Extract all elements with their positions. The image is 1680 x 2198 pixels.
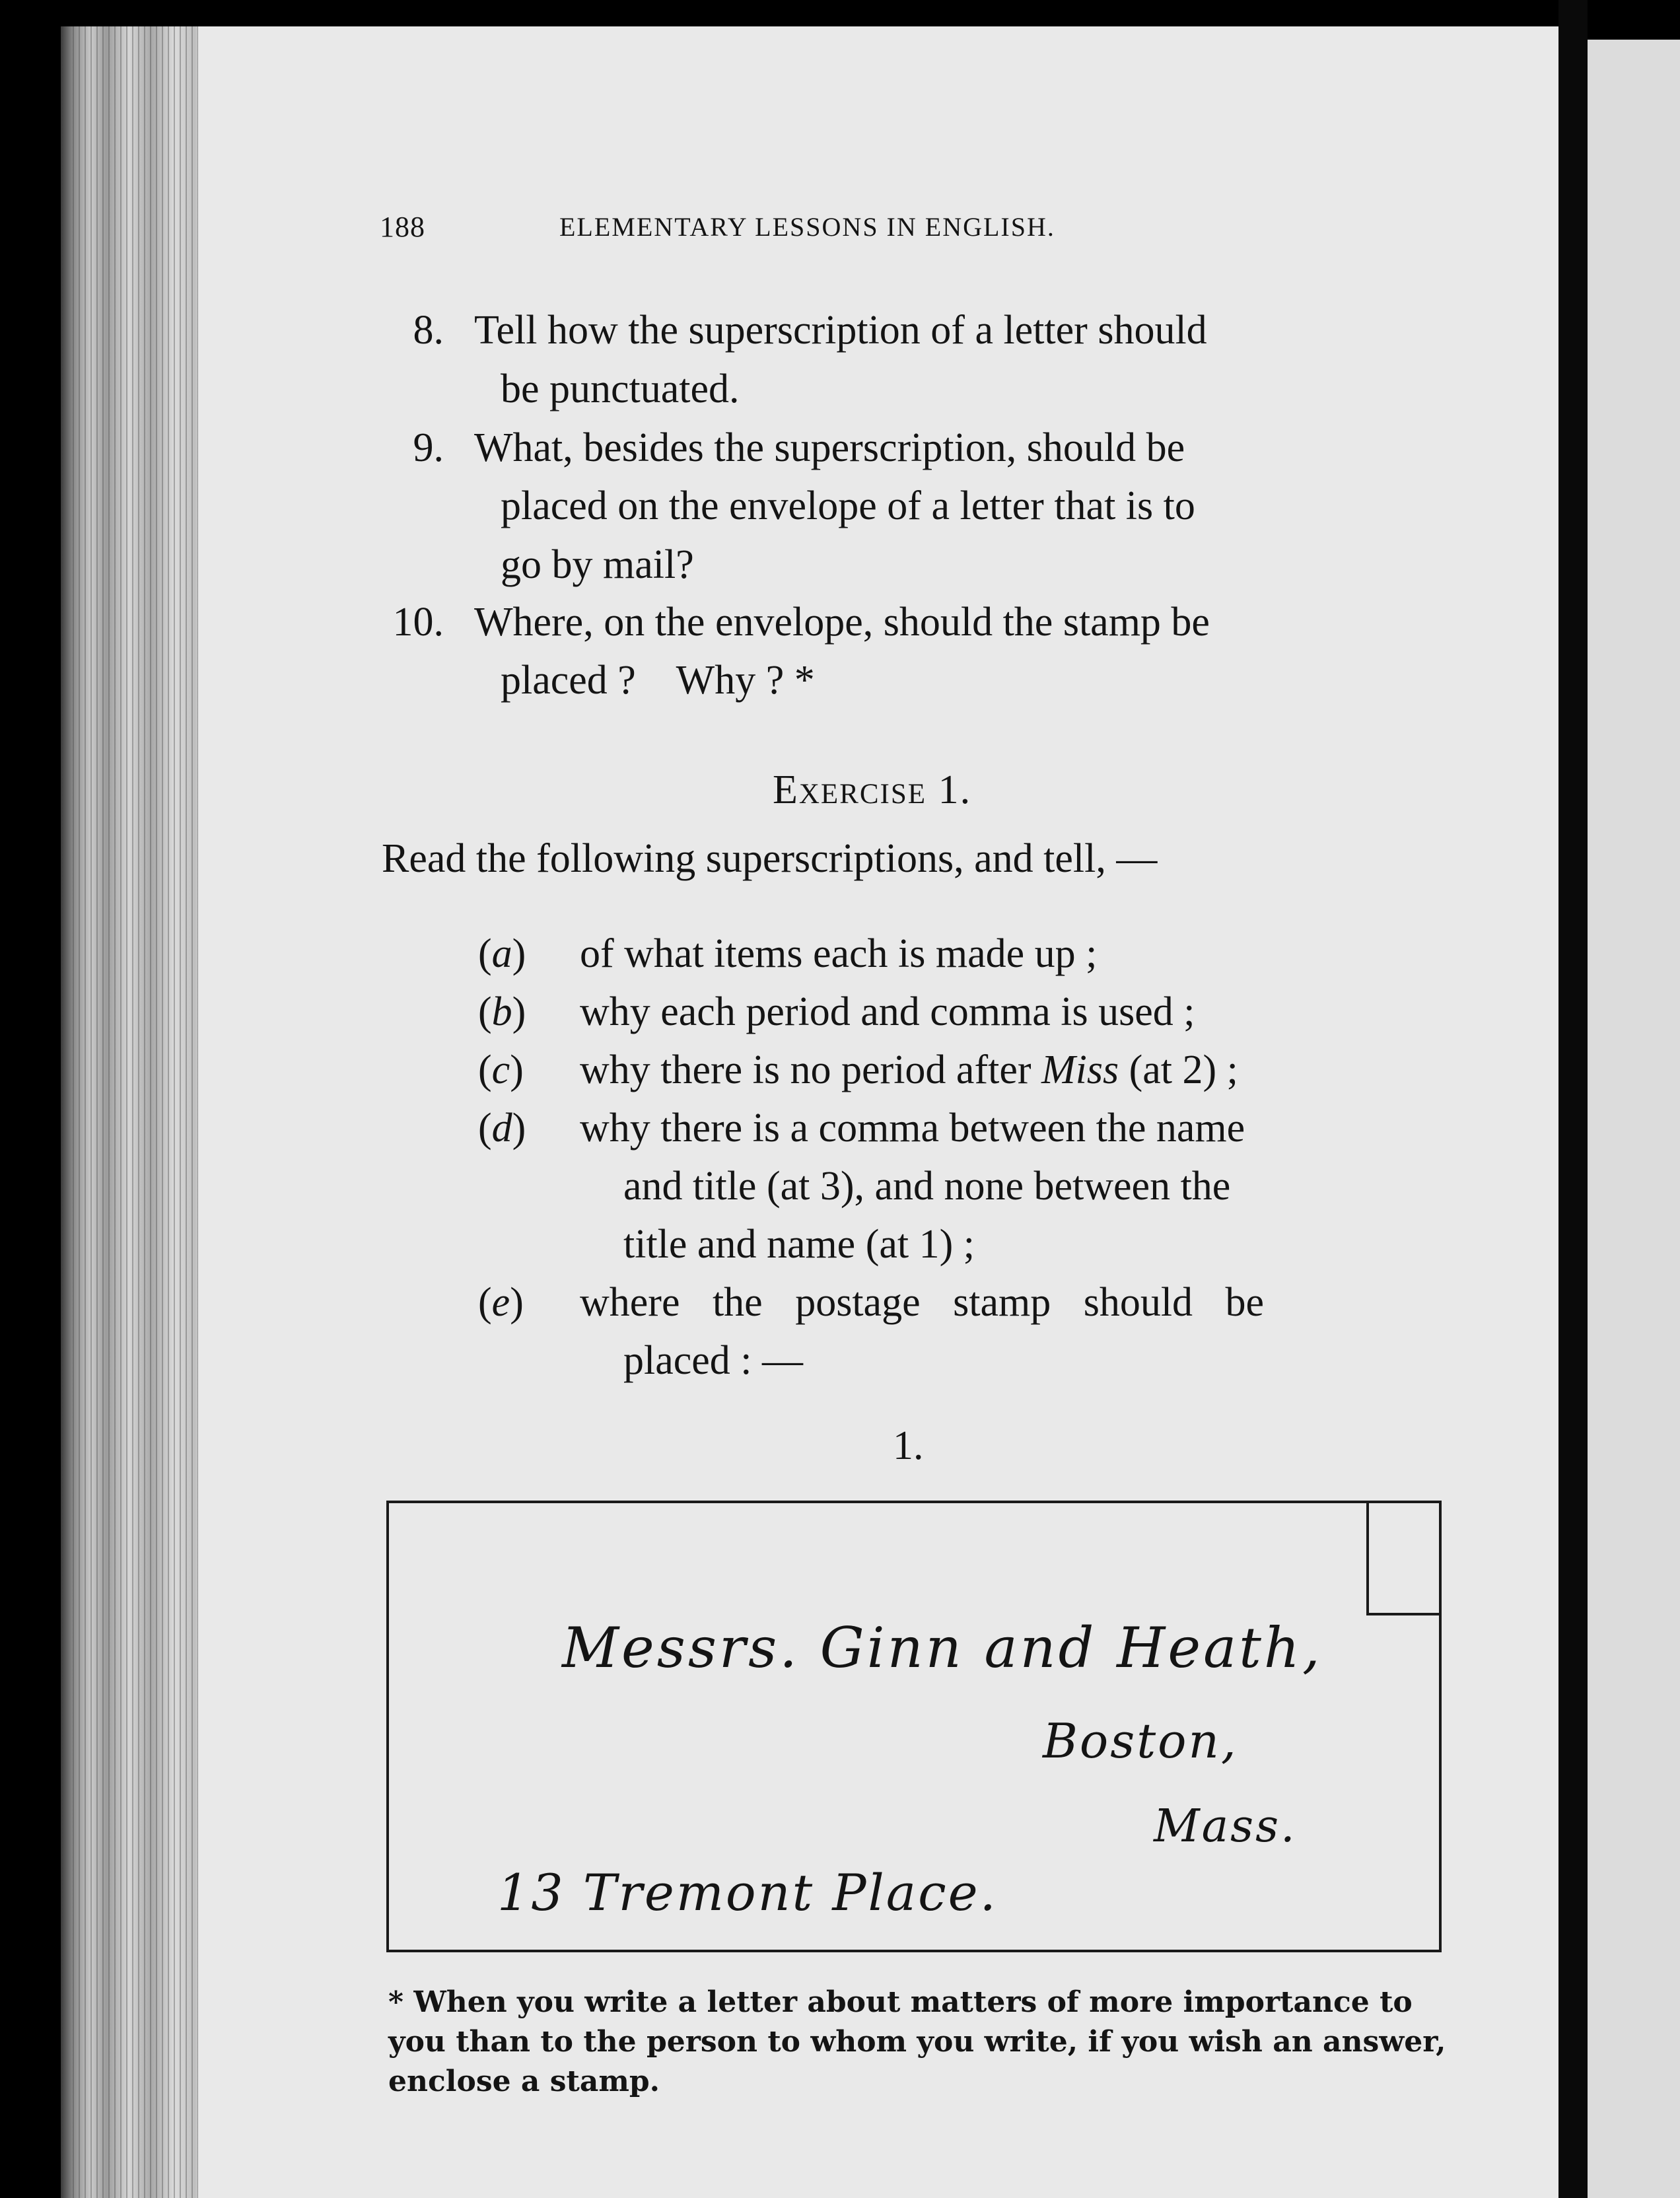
question-line: placed ? Why ? * [501, 658, 815, 703]
item-label: (b) [478, 989, 526, 1034]
envelope-illustration [386, 1501, 1442, 1952]
item-line: why there is no period after Miss (at 2) ; [580, 1047, 1238, 1092]
question-line: Tell how the superscription of a letter should [474, 308, 1207, 353]
question-line: go by mail? [501, 542, 694, 587]
question-number: 10. [392, 600, 444, 645]
footnote-line: enclose a stamp. [388, 2065, 660, 2098]
running-title: ELEMENTARY LESSONS IN ENGLISH. [559, 212, 1055, 242]
item-line: placed : — [623, 1338, 804, 1383]
item-label: (c) [478, 1047, 524, 1092]
miss-word: Miss [1041, 1047, 1119, 1092]
figure-number: 1. [893, 1423, 924, 1468]
exercise-title [773, 761, 971, 819]
question-number: 8. [413, 308, 444, 353]
envelope-city: Boston, [1043, 1713, 1238, 1769]
envelope-state: Mass. [1154, 1800, 1297, 1853]
question-line: placed on the envelope of a letter that is to [501, 483, 1195, 528]
exercise-title-word: Exercise [773, 767, 927, 812]
item-line: why each period and comma is used ; [580, 989, 1195, 1034]
question-line: Where, on the envelope, should the stamp be [474, 600, 1210, 645]
book-page-edge-lines [73, 26, 205, 2198]
envelope-street: 13 Tremont Place. [497, 1863, 998, 1922]
running-head [380, 210, 1258, 250]
item-label: (a) [478, 931, 526, 976]
item-line: why there is a comma between the name [580, 1106, 1245, 1151]
facing-page-edge [1588, 40, 1680, 2198]
item-label: (e) [478, 1280, 524, 1325]
footnote-line: you than to the person to whom you write, if you wish an answer, [388, 2025, 1446, 2059]
page-number: 188 [380, 211, 425, 243]
item-line: of what items each is made up ; [580, 931, 1098, 976]
envelope-name: Messrs. Ginn and Heath, [562, 1615, 1323, 1680]
book-gutter [1558, 0, 1588, 2198]
exercise-title-number: 1. [938, 767, 972, 812]
footnote [388, 1983, 1452, 2102]
question-number: 9. [413, 425, 444, 470]
item-line: and title (at 3), and none between the [623, 1164, 1231, 1209]
footnote-line: * When you write a letter about matters of more importance to [388, 1985, 1413, 2019]
question-line: be punctuated. [501, 367, 740, 411]
exercise-intro: Read the following superscriptions, and tell, — [382, 836, 1158, 881]
item-label: (d) [478, 1106, 526, 1151]
stamp-box [1366, 1503, 1439, 1615]
item-line: where the postage stamp should be [580, 1280, 1265, 1325]
item-line: title and name (at 1) ; [623, 1222, 975, 1267]
question-line: What, besides the superscription, should be [474, 425, 1185, 470]
